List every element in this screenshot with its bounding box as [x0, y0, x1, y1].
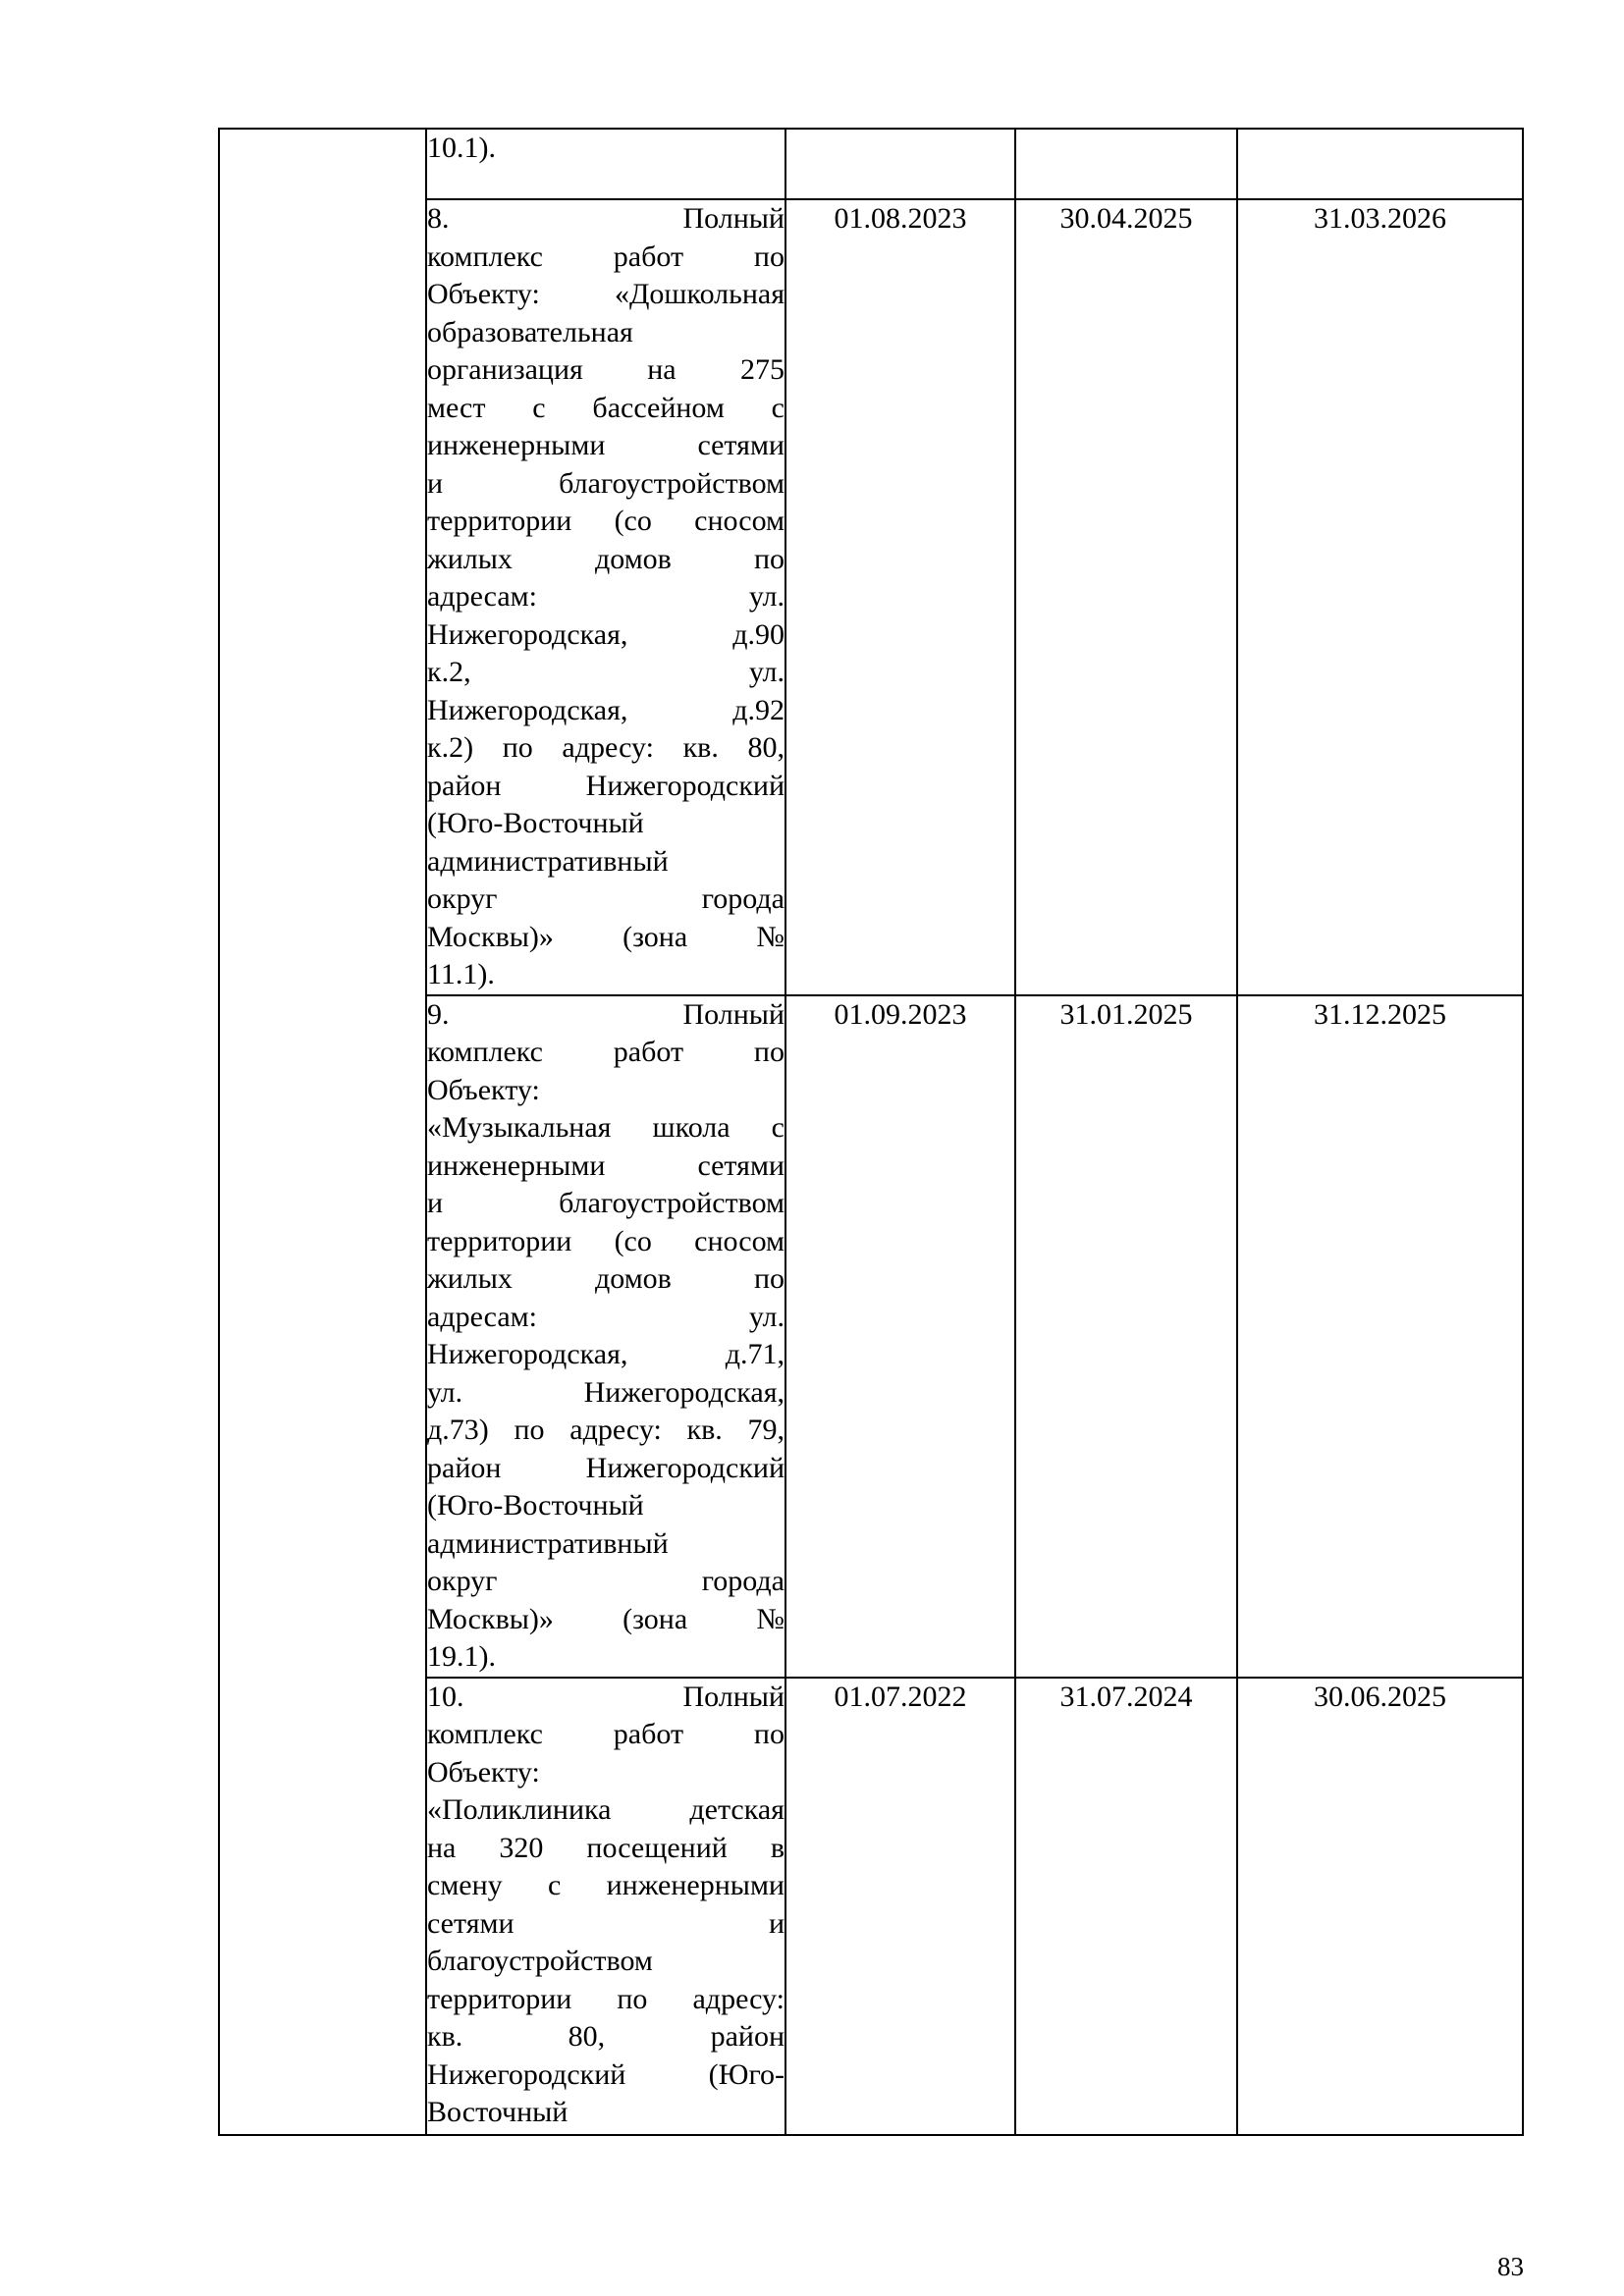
- description-line: 8. Полный: [427, 202, 785, 235]
- page-number: 83: [1497, 2252, 1524, 2281]
- description-line: 19.1).: [427, 1640, 496, 1673]
- description-line: Объекту:: [427, 1755, 540, 1789]
- description-line: организация на 275: [427, 353, 785, 386]
- description-line: административный: [427, 844, 669, 878]
- description-line: 10. Полный: [427, 1680, 785, 1713]
- end-date-1: 30.04.2025: [1015, 199, 1237, 995]
- description-line: комплекс работ по: [427, 1718, 785, 1750]
- description-line: район Нижегородский: [427, 769, 785, 802]
- description-line: территории (со сносом: [427, 505, 785, 537]
- schedule-table-body: [219, 129, 1523, 2135]
- description-line: Нижегородская, д.90: [427, 617, 785, 651]
- description-line: 10.1).: [427, 132, 496, 164]
- description-line: «Музыкальная школа с: [427, 1111, 785, 1144]
- description-line: образовательная: [427, 315, 633, 348]
- description-line: и благоустройством: [427, 1187, 785, 1219]
- end-date-2: 31.03.2026: [1237, 199, 1523, 995]
- empty-cell: [219, 129, 426, 2135]
- object-description: [426, 995, 785, 1678]
- description-line: «Поликлиника детская: [427, 1793, 785, 1826]
- start-date: [785, 129, 1015, 199]
- description-line: адресам: ул.: [427, 1300, 785, 1333]
- description-line: кв. 80, район: [427, 2020, 785, 2053]
- description-line: ул. Нижегородская,: [427, 1375, 785, 1409]
- description-line: комплекс работ по: [427, 1036, 785, 1068]
- description-line: Объекту:: [427, 1073, 540, 1106]
- description-line: адресам: ул.: [427, 580, 785, 613]
- description-line: к.2, ул.: [427, 656, 785, 688]
- start-date: 01.07.2022: [785, 1678, 1015, 2135]
- description-line: сетями и: [427, 1906, 785, 1940]
- description-line: округ города: [427, 1565, 785, 1597]
- end-date-2: 30.06.2025: [1237, 1678, 1523, 2135]
- description-line: округ города: [427, 882, 785, 915]
- description-line: территории (со сносом: [427, 1224, 785, 1257]
- description-line: на 320 посещений в: [427, 1831, 785, 1864]
- start-date: 01.09.2023: [785, 995, 1015, 1678]
- description-line: район Нижегородский: [427, 1451, 785, 1484]
- description-line: благоустройством: [427, 1945, 653, 1977]
- description-line: (Юго-Восточный: [427, 807, 644, 839]
- description-line: и благоустройством: [427, 466, 785, 500]
- description-line: комплекс работ по: [427, 240, 785, 273]
- description-line: Москвы)» (зона №: [427, 920, 785, 953]
- end-date-1: 31.01.2025: [1015, 995, 1237, 1678]
- description-line: д.73) по адресу: кв. 79,: [427, 1414, 785, 1446]
- description-line: (Юго-Восточный: [427, 1489, 644, 1522]
- description-line: Объекту: «Дошкольная: [427, 278, 785, 310]
- description-line: Нижегородская, д.71,: [427, 1338, 785, 1370]
- description-line: к.2) по адресу: кв. 80,: [427, 731, 785, 764]
- description-line: Восточный: [427, 2096, 568, 2128]
- description-line: Нижегородский (Юго-: [427, 2057, 785, 2091]
- object-description: [426, 129, 785, 199]
- object-description: [426, 199, 785, 995]
- description-line: жилых домов по: [427, 542, 785, 575]
- end-date-2: [1237, 129, 1523, 199]
- object-description: [426, 1678, 785, 2135]
- description-line: Нижегородская, д.92: [427, 693, 785, 726]
- description-line: 9. Полный: [427, 997, 785, 1031]
- end-date-2: 31.12.2025: [1237, 995, 1523, 1678]
- description-line: инженерными сетями: [427, 1148, 785, 1182]
- description-line: мест с бассейном с: [427, 391, 785, 424]
- end-date-1: [1015, 129, 1237, 199]
- description-line: смену с инженерными: [427, 1869, 785, 1901]
- start-date: 01.08.2023: [785, 199, 1015, 995]
- description-line: Москвы)» (зона №: [427, 1602, 785, 1635]
- end-date-1: 31.07.2024: [1015, 1678, 1237, 2135]
- table-row: [219, 129, 1523, 199]
- description-line: жилых домов по: [427, 1262, 785, 1295]
- schedule-table: [218, 128, 1524, 2136]
- description-line: административный: [427, 1526, 669, 1560]
- description-line: 11.1).: [427, 958, 495, 990]
- description-line: инженерными сетями: [427, 429, 785, 461]
- description-line: территории по адресу:: [427, 1982, 785, 2015]
